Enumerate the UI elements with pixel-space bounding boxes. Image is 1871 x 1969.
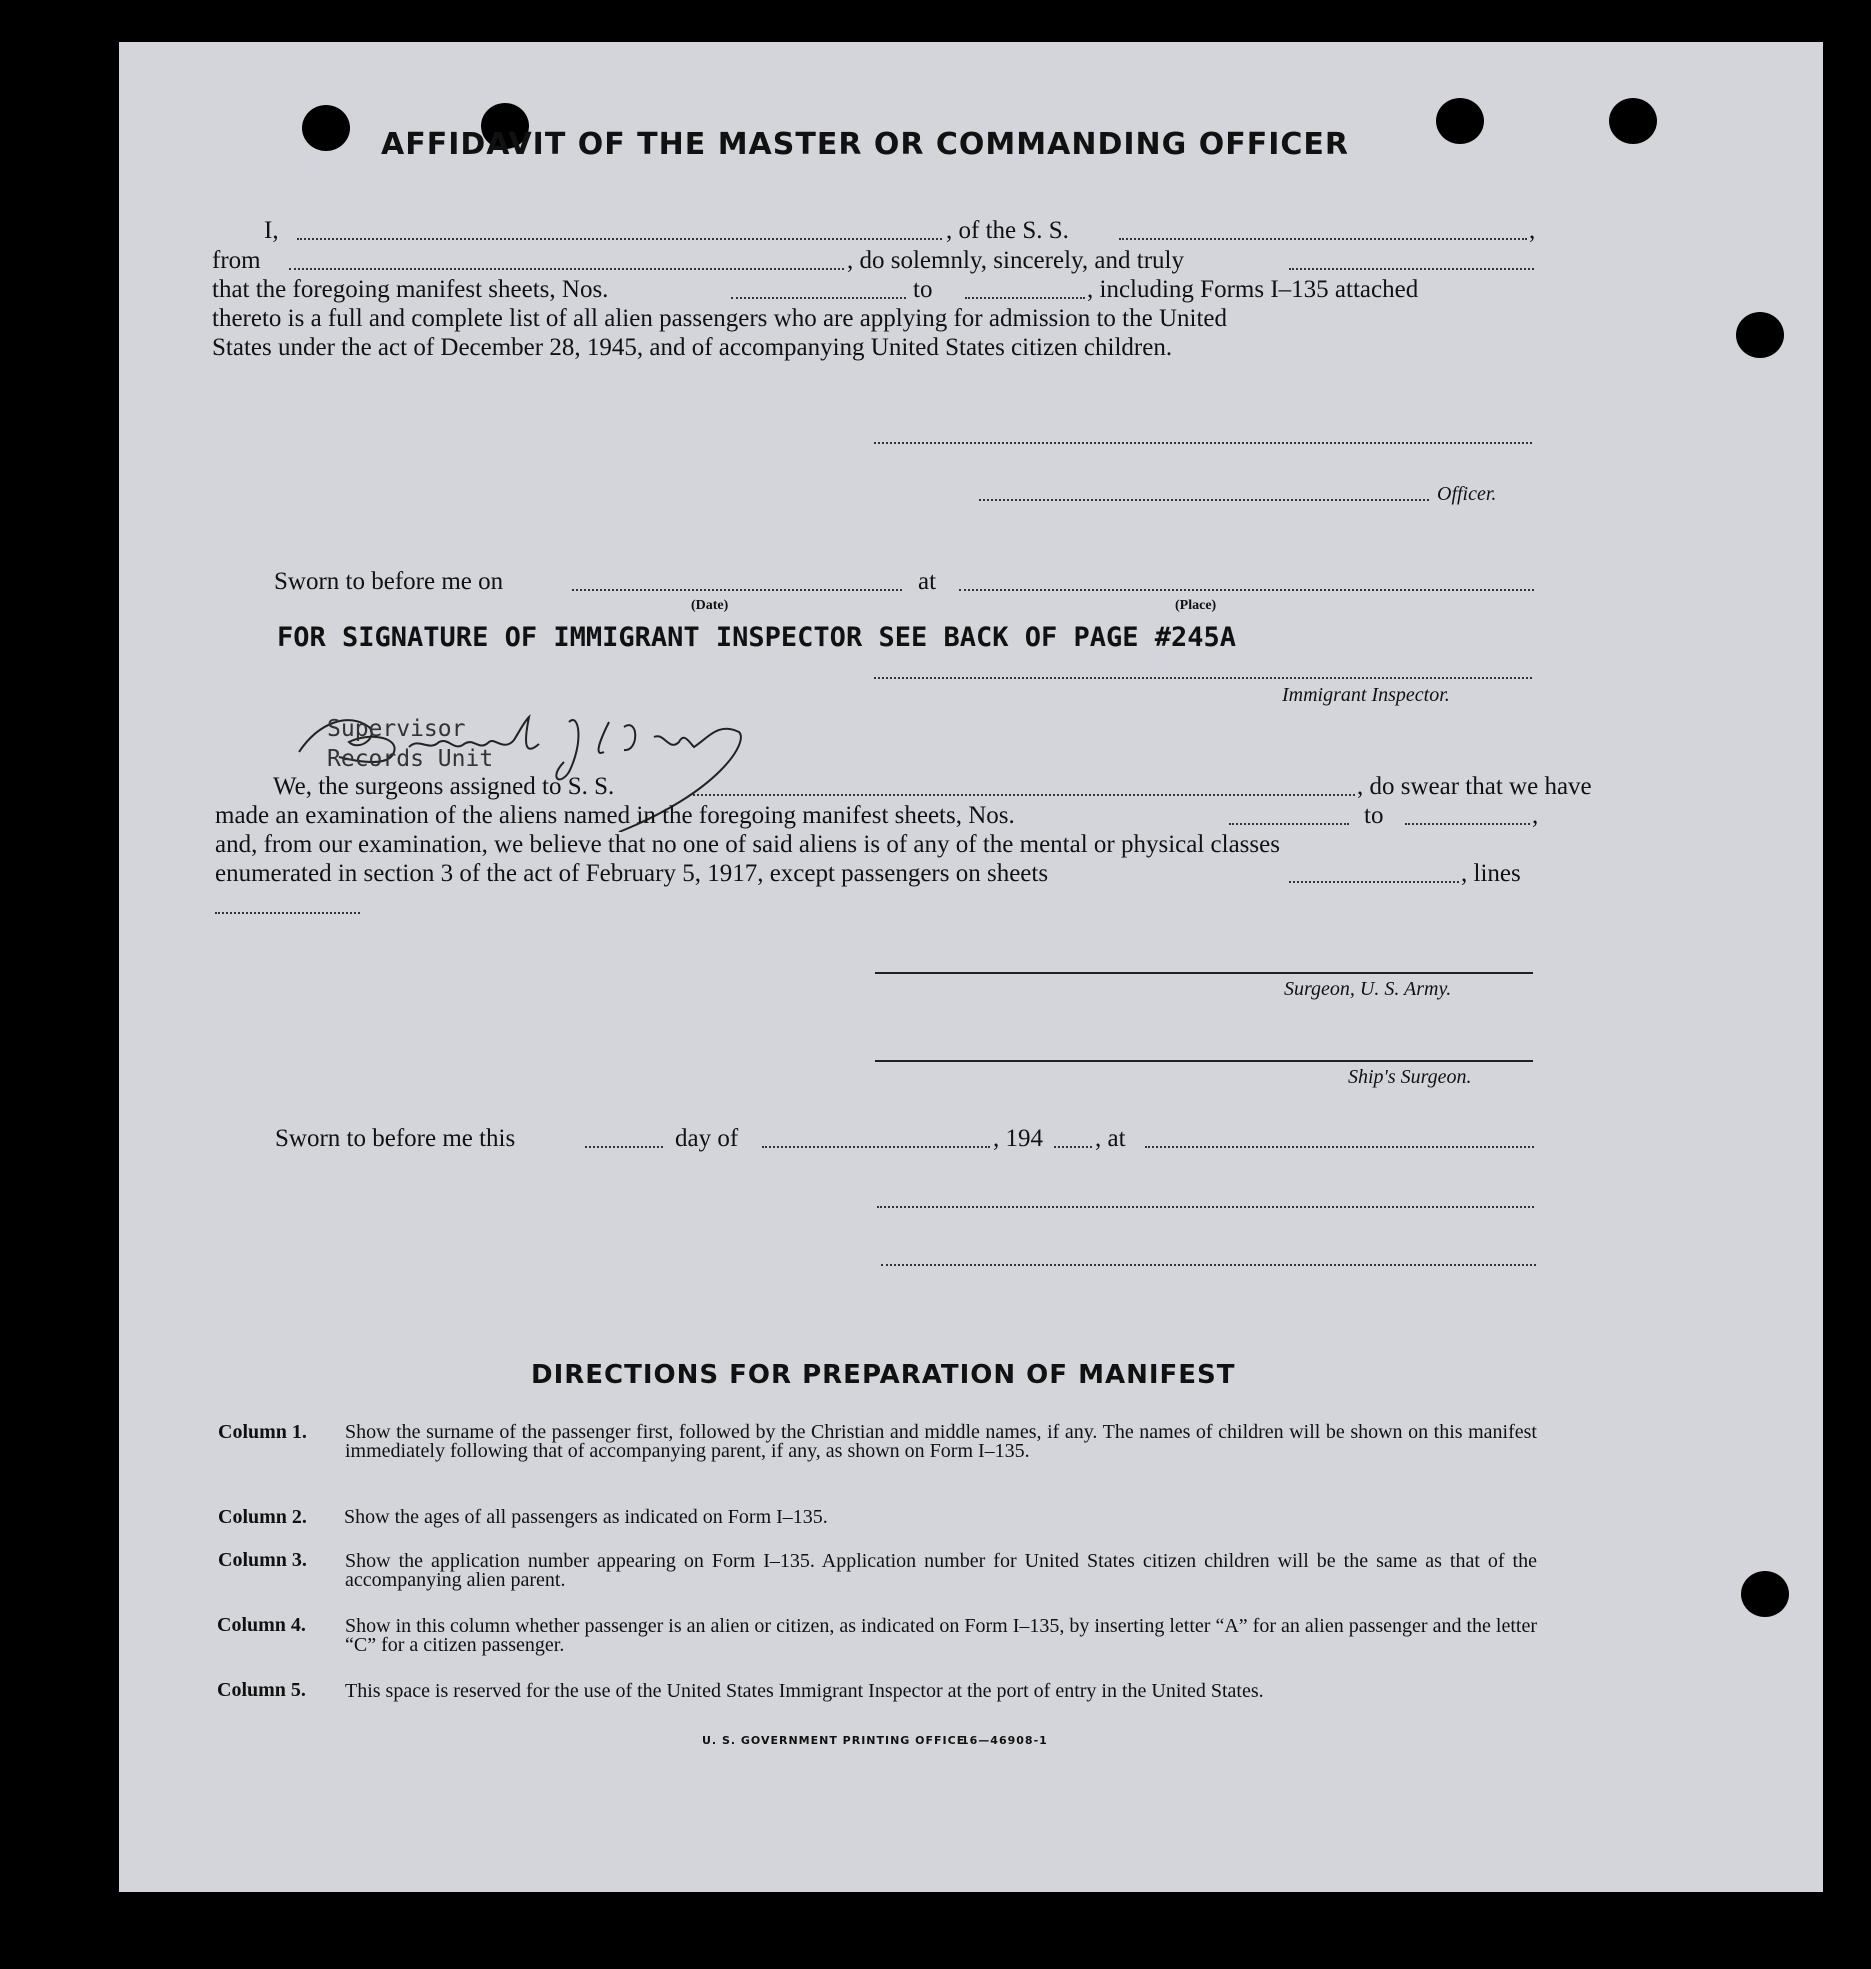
exception-lines-field[interactable] — [215, 912, 360, 914]
column-5-label: Column 5. — [217, 1679, 306, 1701]
sworn-year-field[interactable] — [1054, 1146, 1092, 1148]
exam-to-label: to — [1364, 802, 1384, 829]
punch-hole — [1436, 98, 1484, 144]
column-4-text: Show in this column whether passenger is an alien or citizen, as indicated on Form I–135, by inserting letter “A” for an alien passenger and the letter “C” for a citizen passenger. — [345, 1615, 1537, 1656]
manifest-text: that the foregoing manifest sheets, Nos. — [212, 276, 609, 303]
sheet-from-field[interactable] — [731, 297, 906, 299]
directions-title: DIRECTIONS FOR PREPARATION OF MANIFEST — [531, 1360, 1236, 1390]
army-surgeon-label: Surgeon, U. S. Army. — [1284, 978, 1452, 1000]
affidavit-line-5: States under the act of December 28, 1945, and of accompanying United States citizen children. — [212, 334, 1173, 361]
year-label: , 194 — [993, 1125, 1043, 1152]
exam-sheet-from[interactable] — [1229, 823, 1349, 825]
signature-line-3[interactable] — [881, 1264, 1536, 1266]
column-2-text: Show the ages of all passengers as indicated on Form I–135. — [344, 1506, 828, 1528]
sworn-month-field[interactable] — [762, 1146, 990, 1148]
signature-line-2[interactable] — [877, 1206, 1534, 1208]
column-2-label: Column 2. — [218, 1506, 307, 1528]
sworn-day-field[interactable] — [585, 1146, 663, 1148]
to-label: to — [913, 276, 933, 303]
form-title: AFFIDAVIT OF THE MASTER OR COMMANDING OFFICER — [381, 127, 1349, 162]
from-label: from — [212, 247, 261, 274]
column-3-text: Show the application number appearing on Form I–135. Application number for United States citizen children will be the same as that of the accompanying alien parent. — [345, 1550, 1537, 1591]
inspector-stamp: FOR SIGNATURE OF IMMIGRANT INSPECTOR SEE BACK OF PAGE #245A — [277, 622, 1237, 653]
form-code: 16—46908-1 — [961, 1734, 1048, 1747]
punch-hole — [302, 105, 350, 151]
ship-surgeon-label: Ship's Surgeon. — [1348, 1066, 1472, 1088]
signer-title: Supervisor — [327, 716, 466, 742]
officer-signature-line[interactable] — [979, 499, 1429, 501]
exception-sheets-field[interactable] — [1289, 881, 1459, 883]
punch-hole — [1736, 312, 1784, 358]
sworn-this-text: Sworn to before me this — [275, 1125, 516, 1152]
signature-line[interactable] — [874, 442, 1532, 444]
army-surgeon-signature-line[interactable] — [875, 972, 1533, 974]
inspector-label: Immigrant Inspector. — [1282, 684, 1450, 706]
column-5-text: This space is reserved for the use of the United States Immigrant Inspector at the port of entry in the United States. — [345, 1680, 1264, 1702]
officer-label: Officer. — [1437, 483, 1497, 505]
document-page — [119, 42, 1823, 1892]
exam-line-4: enumerated in section 3 of the act of February 5, 1917, except passengers on sheets — [215, 860, 1049, 887]
sworn-text: Sworn to before me on — [274, 568, 504, 595]
printing-office: U. S. GOVERNMENT PRINTING OFFICE — [702, 1734, 966, 1747]
exam-sheet-to[interactable] — [1405, 823, 1530, 825]
sworn-date-field[interactable] — [572, 589, 902, 591]
oath-field[interactable] — [1289, 268, 1534, 270]
from-port-field[interactable] — [289, 268, 844, 270]
surgeons-ship-field[interactable] — [693, 794, 1355, 796]
exam-comma: , — [1532, 802, 1539, 829]
column-3-label: Column 3. — [218, 1549, 307, 1571]
swear-text: , do swear that we have — [1357, 773, 1592, 800]
examination-text: made an examination of the aliens named in the foregoing manifest sheets, Nos. — [215, 802, 1015, 829]
officer-name-field[interactable] — [297, 238, 942, 240]
sworn-place-field[interactable] — [959, 589, 1534, 591]
i-label: I, — [264, 217, 279, 244]
lines-label: , lines — [1461, 860, 1521, 887]
punch-hole — [1609, 98, 1657, 144]
surgeons-text: We, the surgeons assigned to S. S. — [273, 773, 615, 800]
column-4-label: Column 4. — [217, 1614, 306, 1636]
punch-hole — [1741, 1571, 1789, 1617]
column-1-label: Column 1. — [218, 1421, 307, 1443]
of-ss-label: , of the S. S. — [946, 217, 1069, 244]
inspector-signature-line[interactable] — [874, 677, 1532, 679]
day-of-label: day of — [675, 1125, 739, 1152]
date-caption: (Date) — [691, 598, 729, 613]
ship-surgeon-signature-line[interactable] — [875, 1060, 1533, 1062]
exam-line-3: and, from our examination, we believe that no one of said aliens is of any of the mental or physical classes — [215, 831, 1280, 858]
sworn2-place-field[interactable] — [1145, 1146, 1534, 1148]
sworn-at-label: at — [918, 568, 937, 595]
affidavit-line-4: thereto is a full and complete list of all alien passengers who are applying for admission to the United — [212, 305, 1228, 332]
including-text: , including Forms I–135 attached — [1087, 276, 1419, 303]
signer-unit: Records Unit — [327, 746, 494, 772]
place-caption: (Place) — [1175, 598, 1217, 613]
ship-name-field[interactable] — [1119, 238, 1527, 240]
comma: , — [1529, 217, 1536, 244]
column-1-text: Show the surname of the passenger first, followed by the Christian and middle names, if any. The names of children will be shown on this manifest immediately following that of accompanying parent, if any, as shown on Form I–135. — [345, 1421, 1537, 1462]
solemnly-text: , do solemnly, sincerely, and truly — [847, 247, 1184, 274]
sworn2-at-label: , at — [1095, 1125, 1126, 1152]
sheet-to-field[interactable] — [965, 297, 1085, 299]
